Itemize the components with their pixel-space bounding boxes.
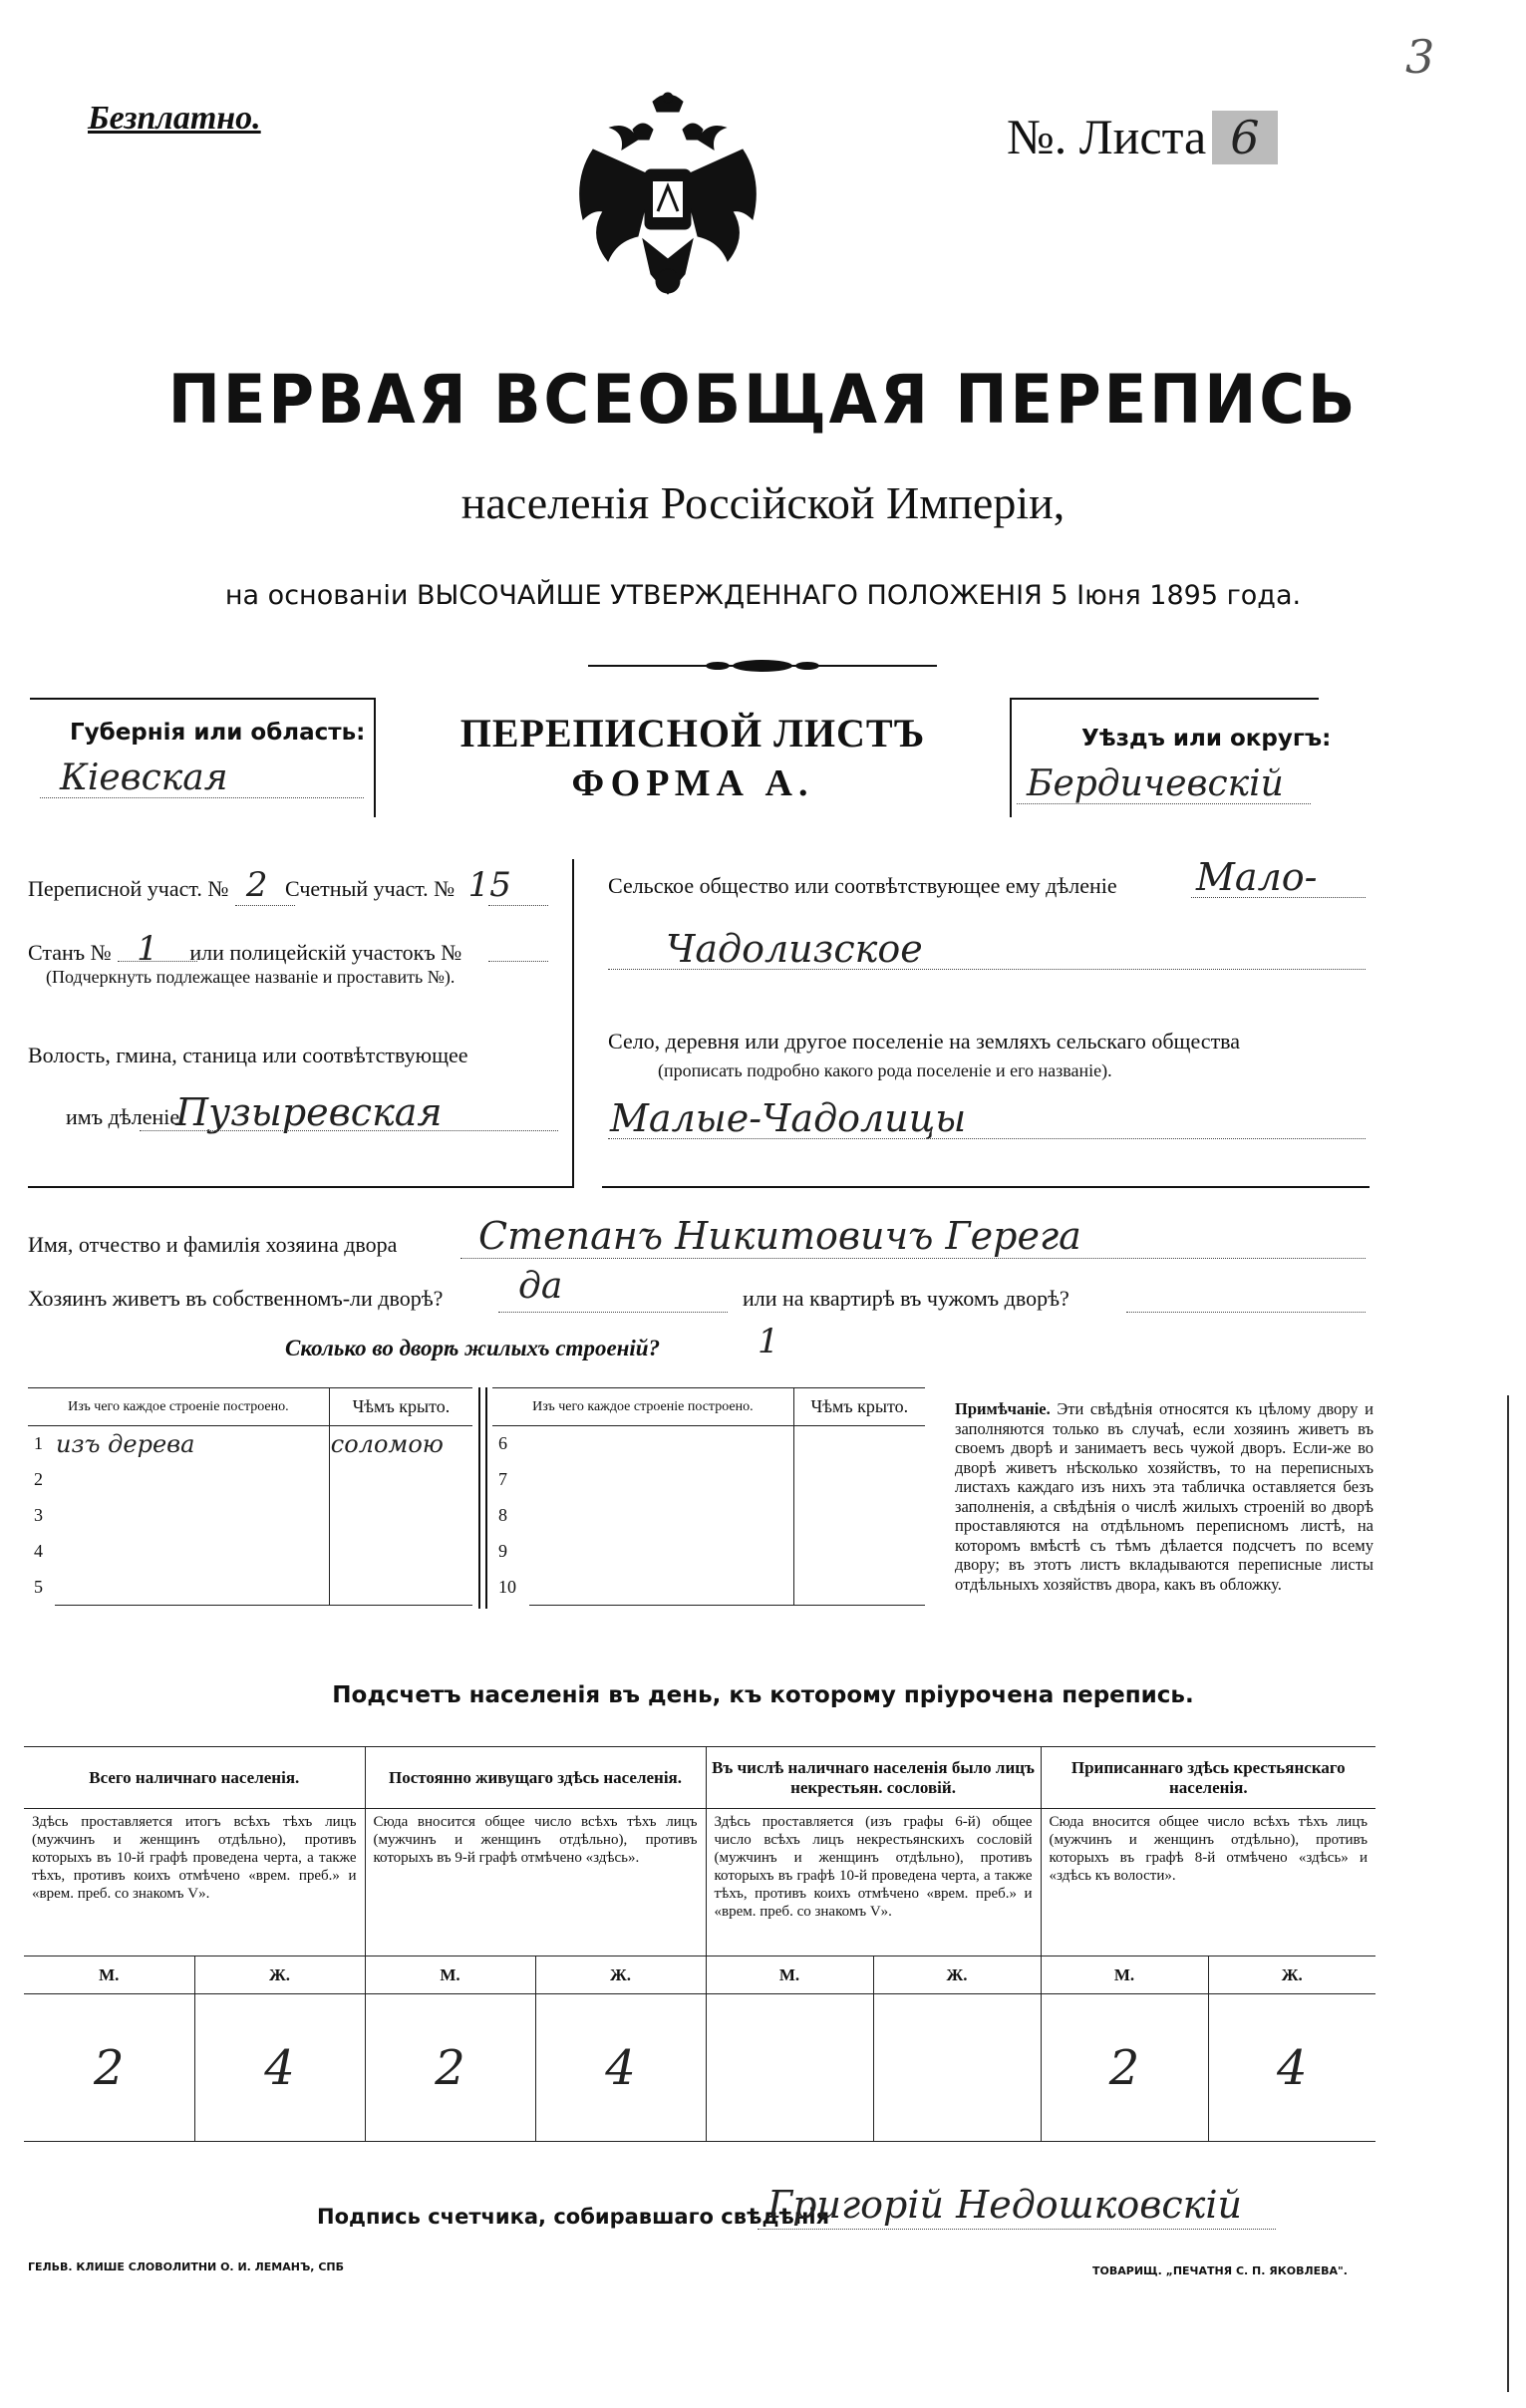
owner-name-value: Степанъ Никитовичъ Герега <box>478 1214 1081 1258</box>
roof-cell <box>329 1570 472 1606</box>
sheet-number-value: 6 <box>1212 111 1277 164</box>
owner-name-line <box>460 1258 1366 1259</box>
coat-of-arms <box>563 90 772 304</box>
society-label: Сельское общество или соотвѣтствующее ему дѣленіе <box>608 873 1117 898</box>
table-row <box>28 1462 472 1498</box>
count-plot-label: Счетный участ. № <box>284 876 456 901</box>
rented-line <box>1126 1312 1366 1313</box>
material-cell <box>529 1534 793 1570</box>
ornament-divider <box>588 658 937 674</box>
table-row <box>492 1498 925 1534</box>
village-label: Село, деревня или другое поселеніе на земляхъ сельскаго общества <box>608 1029 1241 1054</box>
col-roof-header-right: Чѣмъ крыто. <box>793 1388 925 1426</box>
census-basis: на основаніи ВЫСОЧАЙШЕ УТВЕРЖДЕННАГО ПОЛОЖЕНІЯ 5 Іюня 1895 года. <box>224 580 1302 611</box>
male-header: М. <box>706 1956 873 1994</box>
group-desc: Сюда вносится общее число всѣхъ тѣхъ лицъ (мужчинъ и женщинъ отдѣльно), противъ которыхъ въ 9-й графѣ отмѣчено «здѣсь». <box>365 1809 706 1956</box>
male-header: М. <box>365 1956 535 1994</box>
table-double-rule-2 <box>485 1387 487 1609</box>
population-title: Подсчетъ населенія въ день, къ которому пріурочена перепись. <box>332 1682 1194 1708</box>
male-count <box>706 1994 873 2142</box>
buildings-table-left <box>28 1387 472 1606</box>
female-header: Ж. <box>873 1956 1041 1994</box>
group-head: Всего наличнаго населенія. <box>24 1747 365 1809</box>
female-header: Ж. <box>1208 1956 1375 1994</box>
group-head: Постоянно живущаго здѣсь населенія. <box>365 1747 706 1809</box>
material-cell <box>55 1570 329 1606</box>
roof-cell: соломою <box>329 1426 472 1462</box>
row-number: 4 <box>34 1541 43 1561</box>
note-block <box>955 1399 1373 1594</box>
own-yard-value: да <box>518 1266 563 1307</box>
material-cell <box>529 1462 793 1498</box>
census-title: ПЕРВАЯ ВСЕОБЩАЯ ПЕРЕПИСЬ <box>167 361 1359 440</box>
female-count: 4 <box>1208 1994 1375 2142</box>
row-number: 3 <box>34 1505 43 1525</box>
col-material-header: Изъ чего каждое строеніе построено. <box>28 1388 329 1426</box>
group-head: Приписаннаго здѣсь крестьянскаго населенія. <box>1041 1747 1375 1809</box>
material-cell <box>55 1534 329 1570</box>
village-value: Малые-Чадолицы <box>610 1096 967 1140</box>
district-value: Бердичевскій <box>1027 763 1284 804</box>
society-line-2 <box>608 969 1366 970</box>
signature-value: Григорій Недошковскій <box>767 2183 1242 2227</box>
male-count: 2 <box>24 1994 194 2142</box>
stan-value: 1 <box>137 929 158 969</box>
census-plot-row <box>28 865 511 905</box>
buildings-label: Сколько во дворѣ жилыхъ строеній? <box>285 1336 661 1360</box>
row-number: 6 <box>498 1433 507 1454</box>
owner-name-label: Имя, отчество и фамилія хозяина двора <box>28 1232 398 1257</box>
society-value-2: Чадолизское <box>666 927 923 971</box>
roof-cell <box>793 1426 925 1462</box>
own-yard-line <box>498 1312 728 1313</box>
male-header: М. <box>24 1956 194 1994</box>
table-row <box>28 1498 472 1534</box>
stan-line <box>118 961 197 962</box>
buildings-value: 1 <box>758 1322 779 1361</box>
page-edge <box>1507 1395 1509 2392</box>
row-number: 9 <box>498 1541 507 1561</box>
roof-cell <box>793 1462 925 1498</box>
roof-cell <box>793 1534 925 1570</box>
census-plot-label: Переписной участ. № <box>28 876 229 901</box>
row-number: 2 <box>34 1469 43 1489</box>
row-number: 8 <box>498 1505 507 1525</box>
center-divider <box>572 859 574 1188</box>
right-block-bottom <box>602 1186 1370 1188</box>
table-row <box>28 1534 472 1570</box>
group-desc: Здѣсь проставляется итогъ всѣхъ тѣхъ лицъ (мужчинъ и женщинъ отдѣльно), противъ которыхъ въ 10-й графѣ проведена черта, а также тѣхъ, противъ коихъ отмѣчено «врем. преб.» и «врем. преб. со знакомъ V». <box>24 1809 365 1956</box>
female-header: Ж. <box>194 1956 365 1994</box>
underline-note: (Подчеркнуть подлежащее названіе и проставить №). <box>46 967 456 987</box>
table-row <box>28 1570 472 1606</box>
corner-mark: 3 <box>1405 30 1435 84</box>
volost-label: Волость, гмина, станица или соотвѣтствующее <box>28 1043 468 1067</box>
female-count <box>873 1994 1041 2142</box>
roof-cell <box>793 1498 925 1534</box>
society-value-1: Мало- <box>1196 855 1318 899</box>
col-material-header-right: Изъ чего каждое строеніе построено. <box>492 1388 793 1426</box>
province-label: Губернія или область: <box>70 720 366 746</box>
note-text: Эти свѣдѣнія относятся къ цѣлому двору и заполняются только въ случаѣ, если хозяинъ живетъ въ своемъ дворѣ и занимаетъ весь чужой дворъ. Если-же во дворѣ живетъ нѣсколько хозяйствъ, то на переписныхъ листахъ каждаго изъ нихъ эта табличка оставляется безъ заполненія, а свѣдѣнія о числѣ жилыхъ строеній во дворѣ проставляются на отдѣльномъ переписномъ листѣ, на которомъ вмѣстѣ съ тѣмъ дѣлается подсчетъ по всему двору; въ этотъ листъ вкладываются переписные листы отдѣльныхъ хозяйствъ двора, какъ въ обложку. <box>955 1399 1373 1594</box>
group-desc: Сюда вносится общее число всѣхъ тѣхъ лицъ (мужчинъ и женщинъ отдѣльно), противъ которыхъ въ графѣ 8-й отмѣчено «здѣсь» и «здѣсь къ волости». <box>1041 1809 1375 1956</box>
form-subtitle: ФОРМА А. <box>571 762 814 804</box>
table-row <box>492 1462 925 1498</box>
row-number: 10 <box>498 1577 516 1597</box>
left-block-bottom <box>28 1186 572 1188</box>
material-cell <box>529 1570 793 1606</box>
buildings-table-right <box>492 1387 925 1606</box>
material-cell <box>529 1498 793 1534</box>
police-line <box>488 961 548 962</box>
group-head: Въ числѣ наличнаго населенія было лицъ некрестьян. сословій. <box>706 1747 1041 1809</box>
village-line <box>608 1138 1366 1139</box>
col-roof-header: Чѣмъ крыто. <box>329 1388 472 1426</box>
note-heading: Примѣчаніе. <box>955 1399 1051 1418</box>
female-count: 4 <box>194 1994 365 2142</box>
row-number: 5 <box>34 1577 43 1597</box>
rented-label: или на квартирѣ въ чужомъ дворѣ? <box>743 1286 1069 1311</box>
material-cell <box>529 1426 793 1462</box>
police-label: или полицейскій участокъ № <box>189 940 462 965</box>
male-header: М. <box>1041 1956 1208 1994</box>
free-label: Безплатно. <box>88 100 261 137</box>
male-count: 2 <box>1041 1994 1208 2142</box>
census-plot-line <box>235 905 295 906</box>
row-number: 1 <box>34 1433 43 1454</box>
volost-line <box>140 1130 558 1131</box>
village-note: (прописать подробно какого рода поселеніе и его названіе). <box>658 1060 1112 1080</box>
footer-right: ТОВАРИЩ. „ПЕЧАТНЯ С. П. ЯКОВЛЕВА". <box>1092 2264 1348 2277</box>
volost-value: Пузыревская <box>175 1090 443 1134</box>
sheet-number-label: №. Листа 6 <box>1007 108 1278 165</box>
material-cell: изъ дерева <box>55 1426 329 1462</box>
census-plot-value: 2 <box>245 865 268 905</box>
female-count: 4 <box>535 1994 706 2142</box>
district-label: Уѣздъ или округъ: <box>1081 726 1332 752</box>
count-plot-value: 15 <box>467 865 511 905</box>
male-count: 2 <box>365 1994 535 2142</box>
table-row <box>492 1534 925 1570</box>
stan-label: Станъ № <box>28 940 112 965</box>
roof-cell <box>329 1534 472 1570</box>
material-cell <box>55 1498 329 1534</box>
material-cell <box>55 1462 329 1498</box>
table-double-rule <box>478 1387 480 1609</box>
stan-row <box>28 929 461 969</box>
table-row <box>28 1426 472 1462</box>
roof-cell <box>329 1498 472 1534</box>
society-line-1 <box>1191 897 1366 898</box>
table-row <box>492 1570 925 1606</box>
census-subtitle: населенія Россійской Имперіи, <box>460 477 1066 528</box>
row-number: 7 <box>498 1469 507 1489</box>
group-desc: Здѣсь проставляется (изъ графы 6-й) общее число всѣхъ лицъ некрестьянскихъ сословій (мужчинъ и женщинъ отдѣльно), противъ которыхъ въ графѣ 10-й проведена черта, а также тѣхъ, противъ коихъ отмѣчено «врем. преб.» и «врем. преб. со знакомъ V». <box>706 1809 1041 1956</box>
table-row <box>492 1426 925 1462</box>
own-yard-label: Хозяинъ живетъ въ собственномъ-ли дворѣ? <box>28 1286 444 1311</box>
population-table <box>24 1746 1375 2142</box>
signature-label: Подпись счетчика, собиравшаго свѣдѣнія <box>317 2205 830 2229</box>
roof-cell <box>793 1570 925 1606</box>
district-line <box>1017 803 1311 804</box>
signature-line <box>758 2229 1276 2230</box>
volost-label-2: имъ дѣленіе <box>66 1104 180 1129</box>
form-title: ПЕРЕПИСНОЙ ЛИСТЪ <box>459 711 926 755</box>
province-line <box>40 797 364 798</box>
female-header: Ж. <box>535 1956 706 1994</box>
province-value: Кіевская <box>60 757 228 798</box>
roof-cell <box>329 1462 472 1498</box>
footer-left: ГЕЛЬВ. КЛИШЕ СЛОВОЛИТНИ О. И. ЛЕМАНЪ, СПБ <box>28 2260 344 2273</box>
count-plot-line <box>488 905 548 906</box>
